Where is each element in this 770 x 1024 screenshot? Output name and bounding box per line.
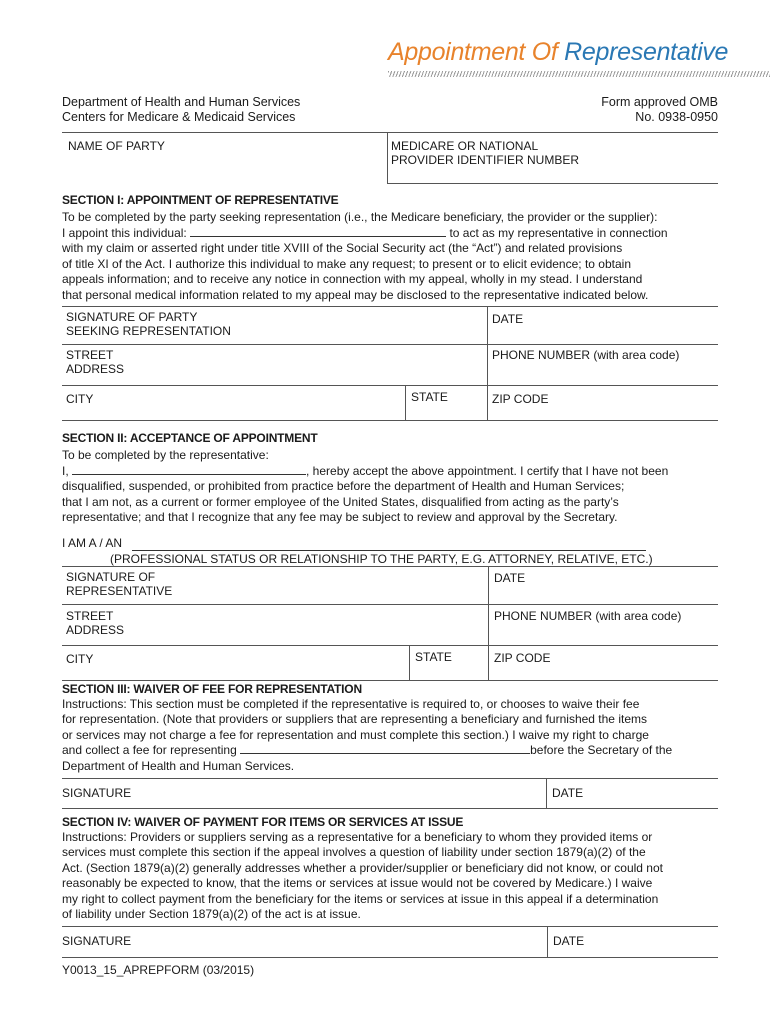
s2-state-field[interactable]: STATE <box>415 650 452 664</box>
s2-city-field[interactable]: CITY <box>66 652 94 666</box>
i-am-a-label: I AM A / AN <box>62 536 123 550</box>
s1-signature-field[interactable] <box>66 310 231 338</box>
s4-grid-top <box>62 926 718 927</box>
s1-state-field[interactable]: STATE <box>411 390 448 404</box>
s2-signature-field[interactable] <box>66 570 172 598</box>
s1-grid-top <box>62 306 718 307</box>
s1-street-field[interactable] <box>66 348 124 376</box>
s2-signature-label-2: REPRESENTATIVE <box>66 584 173 598</box>
section-2-line-3: representative; and that I recognize that any fee may be subject to review and approval by the Secretary. <box>62 510 618 525</box>
section-1-line-2: of title XI of the Act. I authorize this individual to make any request; to present or to elicit evidence; to obtain <box>62 256 631 271</box>
s4-signature-field[interactable]: SIGNATURE <box>62 934 132 948</box>
section-4-line-1: Instructions: Providers or suppliers serving as a representative for a beneficiary to whom they provided items or <box>62 830 653 844</box>
professional-status-blank[interactable] <box>132 550 646 551</box>
form-title-part2: Representative <box>564 38 729 66</box>
professional-status-hint: (PROFESSIONAL STATUS OR RELATIONSHIP TO THE PARTY, E.G. ATTORNEY, RELATIVE, ETC.) <box>110 552 653 566</box>
appoint-pre: I appoint this individual: <box>62 225 187 240</box>
section-2-line-1: disqualified, suspended, or prohibited from practice before the department of Health and Human Services; <box>62 479 625 494</box>
s2-street-label-1: STREET <box>66 609 114 623</box>
s4-grid-bottom <box>62 957 718 958</box>
section-3-heading: SECTION III: WAIVER OF FEE FOR REPRESENTATION <box>62 682 362 696</box>
s1-grid-row3 <box>62 385 718 386</box>
section-2-body <box>62 448 722 526</box>
s3-date-field[interactable]: DATE <box>552 786 584 800</box>
top-fields-divider <box>387 132 388 184</box>
section-4-line-3: Act. (Section 1879(a)(2) generally addresses whether a provider/supplier or beneficiary did not know, or could not <box>62 860 663 875</box>
title-hatch-divider <box>388 71 770 77</box>
name-of-party-field[interactable]: NAME OF PARTY <box>68 139 165 153</box>
section-4-body <box>62 830 722 922</box>
appoint-post: to act as my representative in connection <box>449 225 668 240</box>
section-2-intro: To be completed by the representative: <box>62 448 269 462</box>
party-name-blank[interactable] <box>240 743 530 754</box>
s1-zip-field[interactable]: ZIP CODE <box>492 392 549 406</box>
agency-block <box>62 95 300 125</box>
section-1-line-3: appeals information; and to receive any notice in connection with my appeal, wholly in my stead. I understand <box>62 272 643 287</box>
s2-grid-top <box>62 566 718 567</box>
fee-pre: and collect a fee for representing <box>62 743 237 758</box>
section-2-line-2: that I am not, as a current or former employee of the United States, disqualified from acting as the party’s <box>62 494 619 509</box>
section-4-line-2: services must complete this section if the appeal involves a question of liability under section 1879(a)(2) of the <box>62 845 646 860</box>
s2-grid-col-state <box>409 645 410 680</box>
s1-date-field[interactable]: DATE <box>492 312 524 326</box>
section-1-body <box>62 210 722 304</box>
section-4-line-6: of liability under Section 1879(a)(2) of the act is at issue. <box>62 907 361 922</box>
section-2-heading: SECTION II: ACCEPTANCE OF APPOINTMENT <box>62 431 318 445</box>
section-3-line-1: Instructions: This section must be completed if the representative is required to, or chooses to waive their fee <box>62 697 640 711</box>
fee-line <box>62 743 722 758</box>
s4-grid-col <box>547 926 548 957</box>
appoint-line <box>62 226 722 242</box>
s2-zip-field[interactable]: ZIP CODE <box>494 651 551 665</box>
medicare-id-label-1: MEDICARE OR NATIONAL <box>391 139 539 153</box>
fee-post: before the Secretary of the <box>530 743 673 758</box>
omb-line-2: No. 0938-0950 <box>635 110 718 124</box>
section-4-line-5: my right to collect payment from the beneficiary for the items or services at issue in this appeal if a determination <box>62 891 659 906</box>
section-1-heading: SECTION I: APPOINTMENT OF REPRESENTATIVE <box>62 193 339 207</box>
s2-signature-label-1: SIGNATURE OF <box>66 570 156 584</box>
section-3-line-5: Department of Health and Human Services. <box>62 758 295 773</box>
medicare-id-field[interactable] <box>391 139 579 167</box>
s2-phone-field[interactable]: PHONE NUMBER (with area code) <box>494 609 682 623</box>
top-fields-bottom-rule <box>387 183 718 184</box>
s1-grid-col-state <box>405 385 406 420</box>
section-1-line-1: with my claim or asserted right under title XVIII of the Social Security act (the “Act”) and related provisions <box>62 241 623 256</box>
s2-grid-bottom <box>62 680 718 681</box>
section-3-line-3: or services may not charge a fee for representation and must complete this section.) I waive my right to charge <box>62 727 649 742</box>
s2-grid-col-right <box>488 566 489 680</box>
omb-line-1: Form approved OMB <box>601 95 718 109</box>
s1-grid-row2 <box>62 344 718 345</box>
s1-city-field[interactable]: CITY <box>66 392 94 406</box>
s2-street-field[interactable] <box>66 609 124 637</box>
omb-block <box>601 95 718 125</box>
representative-name-blank[interactable] <box>190 226 446 237</box>
s3-grid-top <box>62 778 718 779</box>
section-4-line-4: reasonably be expected to know, that the items or services at issue would not be covered by Medicare.) I waive <box>62 876 653 891</box>
s1-phone-field[interactable]: PHONE NUMBER (with area code) <box>492 348 680 362</box>
s1-signature-label-1: SIGNATURE OF PARTY <box>66 310 198 324</box>
s2-street-label-2: ADDRESS <box>66 623 125 637</box>
s3-grid-bottom <box>62 808 718 809</box>
agency-line-1: Department of Health and Human Services <box>62 95 301 109</box>
s1-grid-bottom <box>62 420 718 421</box>
s1-street-label-1: STREET <box>66 348 114 362</box>
form-title-part1: Appointment Of <box>388 38 558 66</box>
section-1-line-4: that personal medical information related to my appeal may be disclosed to the representative indicated below. <box>62 287 649 302</box>
s2-date-field[interactable]: DATE <box>494 571 526 585</box>
representative-name-blank-2[interactable] <box>72 464 306 475</box>
s3-grid-col <box>546 778 547 808</box>
medicare-id-label-2: PROVIDER IDENTIFIER NUMBER <box>391 153 580 167</box>
s2-grid-row2 <box>62 604 718 605</box>
s4-date-field[interactable]: DATE <box>553 934 585 948</box>
accept-line <box>62 464 722 480</box>
section-3-line-2: for representation. (Note that providers or suppliers that are representing a beneficiary and furnished the items <box>62 712 647 727</box>
section-3-body <box>62 697 722 774</box>
s3-signature-field[interactable]: SIGNATURE <box>62 786 132 800</box>
section-1-intro: To be completed by the party seeking representation (i.e., the Medicare beneficiary, the provider or the supplier): <box>62 210 658 224</box>
s1-street-label-2: ADDRESS <box>66 362 125 376</box>
accept-post: , hereby accept the above appointment. I certify that I have not been <box>306 463 669 478</box>
s1-signature-label-2: SEEKING REPRESENTATION <box>66 324 231 338</box>
form-id: Y0013_15_APREPFORM (03/2015) <box>62 963 255 977</box>
s1-grid-col-right <box>487 306 488 420</box>
agency-line-2: Centers for Medicare & Medicaid Services <box>62 110 296 124</box>
section-4-heading: SECTION IV: WAIVER OF PAYMENT FOR ITEMS OR SERVICES AT ISSUE <box>62 815 464 829</box>
form-title <box>388 38 728 67</box>
s2-grid-row3 <box>62 645 718 646</box>
top-fields-top-rule <box>62 132 718 133</box>
accept-pre: I, <box>62 463 69 478</box>
